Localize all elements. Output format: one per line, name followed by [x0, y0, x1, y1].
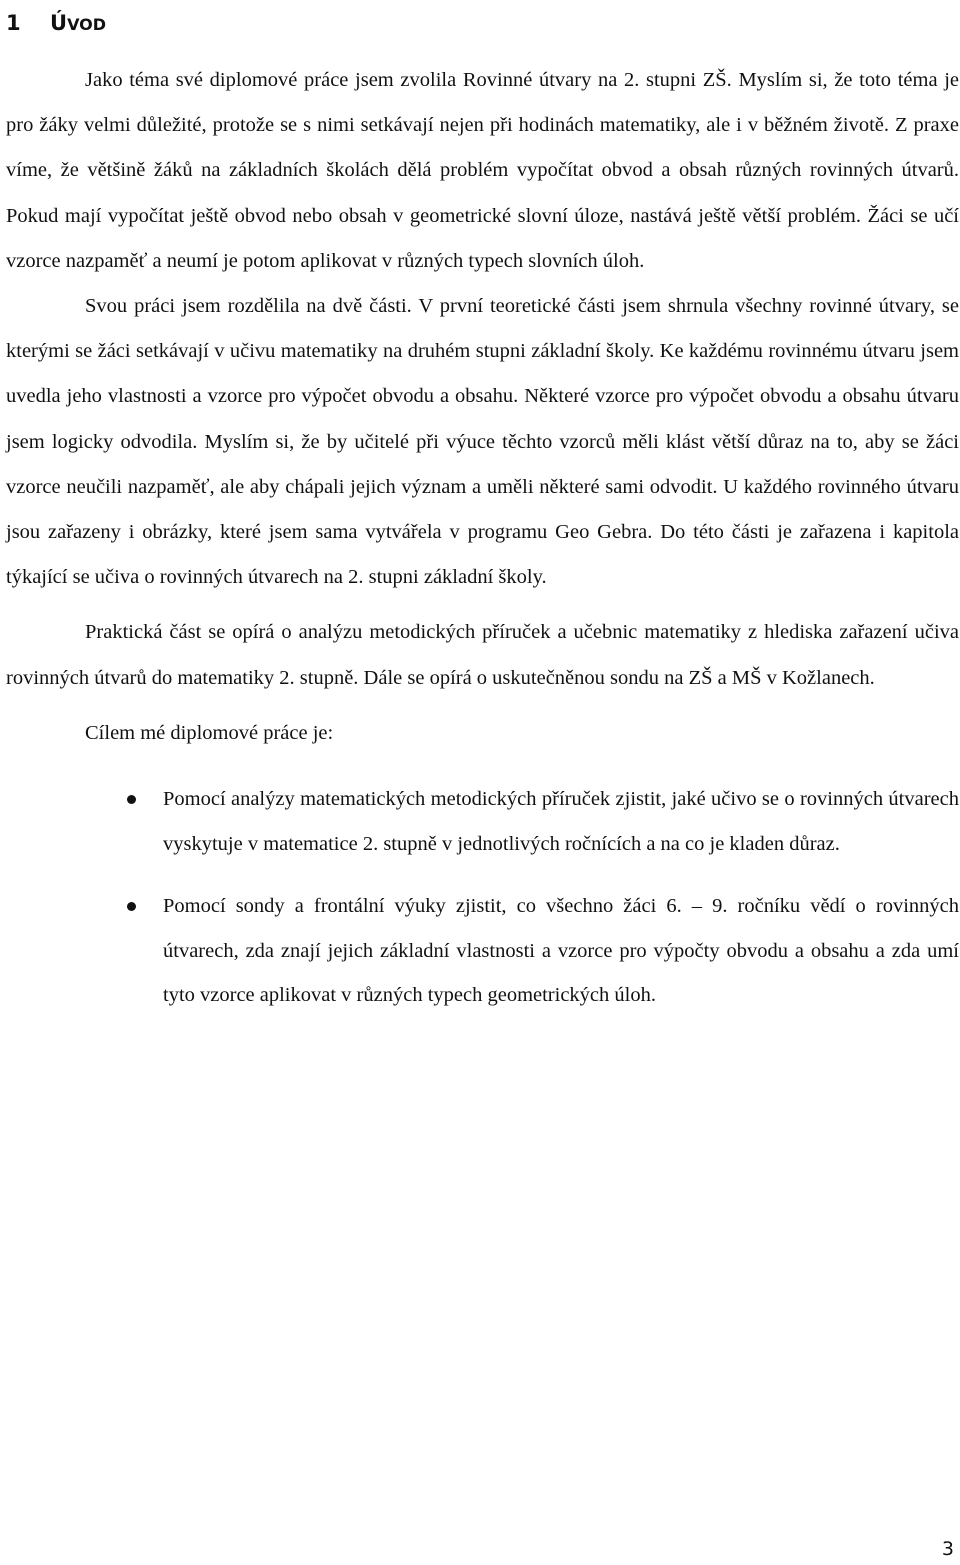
bullet-dot-icon: [127, 795, 136, 804]
paragraph-topic-intro: Jako téma své diplomové práce jsem zvolila Rovinné útvary na 2. stupni ZŠ. Myslím si, že toto téma je pro žáky velmi důležité, protože se s nimi setkávají nejen při hodinách matematiky, ale i v běžném životě. Z praxe víme, že většině žáků na základních školách dělá problém vypočítat obvod a obsah různých rovinných útvarů. Pokud mají vypočítat ještě obvod nebo obsah v geometrické slovní úloze, nastává ještě větší problém. Žáci se učí vzorce nazpaměť a neumí je potom aplikovat v různých typech slovních úloh.: [6, 69, 959, 272]
goal-text: Pomocí analýzy matematických metodických příruček zjistit, jaké učivo se o rovinných útvarech vyskytuje v matematice 2. stupně v jednotlivých ročnících a na co je kladen důraz.: [163, 788, 959, 855]
goal-list-item: [163, 777, 959, 866]
paragraph-practical-part: Praktická část se opírá o analýzu metodických příruček a učebnic matematiky z hlediska zařazení učiva rovinných útvarů do matematiky 2. stupně. Dále se opírá o uskutečněnou sondu na ZŠ a MŠ v Kožlanech.: [6, 621, 959, 689]
chapter-title-rest: VOD: [67, 15, 107, 34]
goal-text: Pomocí sondy a frontální výuky zjistit, co všechno žáci 6. – 9. ročníku vědí o rovinných útvarech, zda znají jejich základní vlastnosti a vzorce pro výpočty obvodu a obsahu a zda umí tyto vzorce aplikovat v různých typech geometrických úloh.: [163, 895, 959, 1007]
paragraph-thesis-structure: Svou práci jsem rozdělila na dvě části. V první teoretické části jsem shrnula všechny rovinné útvary, se kterými se žáci setkávají v učivu matematiky na druhém stupni základní školy. Ke každému rovinnému útvaru jsem uvedla jeho vlastnosti a vzorce pro výpočet obvodu a obsahu. Některé vzorce pro výpočet obvodu a obsahu útvaru jsem logicky odvodila. Myslím si, že by učitelé při výuce těchto vzorců měli klást větší důraz na to, aby se žáci vzorce neučili nazpaměť, ale aby chápali jejich význam a uměli některé sami odvodit. U každého rovinného útvaru jsou zařazeny i obrázky, které jsem sama vytvářela v programu Geo Gebra. Do této části je zařazena i kapitola týkající se učiva o rovinných útvarech na 2. stupni základní školy.: [6, 295, 959, 589]
paragraph-goals-intro: Cílem mé diplomové práce je:: [85, 721, 334, 744]
chapter-title-initial: Ú: [50, 11, 68, 35]
chapter-heading: [6, 8, 959, 38]
document-page: [6, 0, 959, 1036]
goals-list: [6, 777, 959, 1018]
chapter-number: 1: [6, 11, 21, 35]
goal-list-item: [163, 884, 959, 1018]
bullet-dot-icon: [127, 902, 136, 911]
page-number: 3: [941, 1538, 954, 1560]
